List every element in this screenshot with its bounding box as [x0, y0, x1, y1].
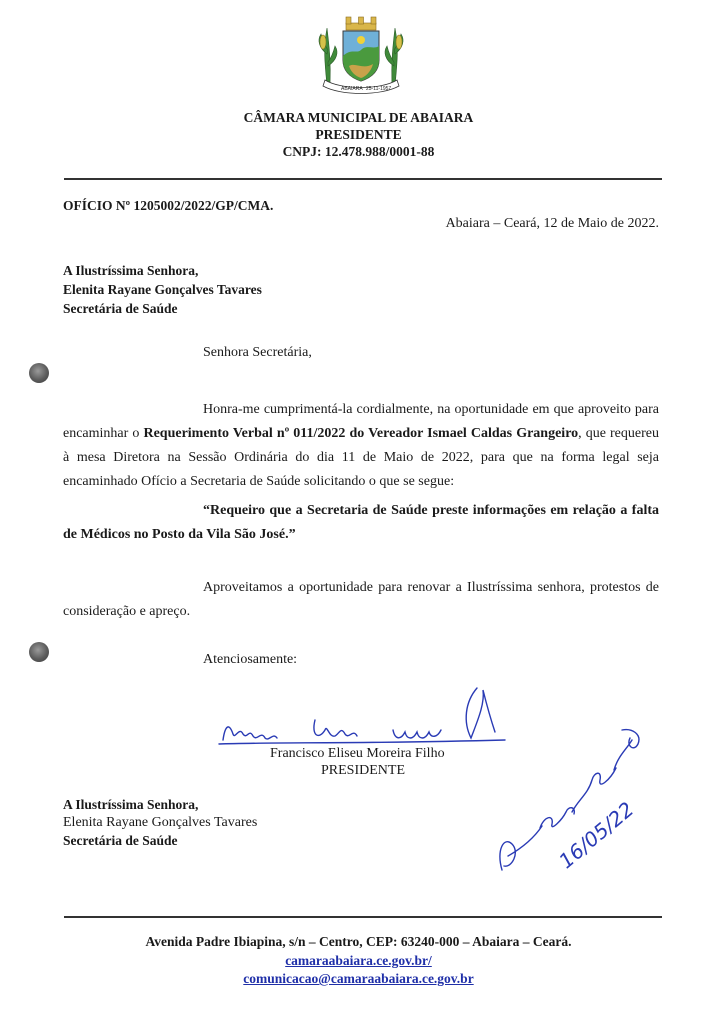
header-divider: [64, 178, 662, 180]
email-link[interactable]: comunicacao@camaraabaiara.ce.gov.br: [243, 971, 474, 986]
punch-hole-top: [29, 363, 49, 383]
body-text-b: , que requereu à mesa Diretora na Sessão Ordinária do dia 11 de Maio de 2022, para que na forma legal seja encaminhado Ofício a Secretaria de Saúde solicitando o que se segue:: [63, 426, 659, 489]
receipt-position: Secretária de Saúde: [63, 833, 178, 848]
letter-number: OFÍCIO Nº 1205002/2022/GP/CMA.: [63, 198, 274, 213]
president-signature: [215, 682, 515, 752]
receipt-name: Elenita Rayane Gonçalves Tavares: [63, 815, 258, 830]
header-cnpj: CNPJ: 12.478.988/0001-88: [282, 144, 435, 159]
svg-text:25-11-1957: 25-11-1957: [366, 86, 392, 92]
footer-divider: [64, 916, 662, 918]
salutation: Senhora Secretária,: [203, 345, 312, 360]
corn-plant-right: [385, 28, 403, 86]
shield: [343, 31, 379, 81]
signer-role: PRESIDENTE: [321, 763, 405, 778]
website-link[interactable]: camaraabaiara.ce.gov.br/: [285, 953, 432, 968]
header-role: PRESIDENTE: [315, 127, 402, 142]
crown: [346, 17, 376, 30]
punch-hole-bottom: [29, 642, 49, 662]
body-text-a: Honra-me cumprimentá-la cordialmente, na oportunidade em que aproveito para encaminhar o: [63, 402, 659, 441]
recipient-name: Elenita Rayane Gonçalves Tavares: [63, 282, 262, 297]
receipt-date: 16/05/22: [554, 797, 639, 874]
footer-website-wrap: [0, 952, 717, 970]
body-paragraph-1: [63, 398, 659, 494]
request-quote: “Requeiro que a Secretaria de Saúde preste informações em relação a falta de Médicos no Posto da Vila São José.”: [63, 503, 659, 542]
closing: Atenciosamente:: [203, 652, 298, 667]
signer-name: Francisco Eliseu Moreira Filho: [270, 746, 445, 761]
body-paragraph-2: Aproveitamos a oportunidade para renovar a Ilustríssima senhora, protestos de consideração e apreço.: [63, 580, 659, 619]
requirement-reference: Requerimento Verbal nº 011/2022 do Vereador Ismael Caldas Grangeiro: [143, 426, 579, 441]
coat-of-arms-logo: [313, 14, 409, 94]
recipient-position: Secretária de Saúde: [63, 301, 178, 316]
recipient-title: A Ilustríssima Senhora,: [63, 263, 199, 278]
place-date: Abaiara – Ceará, 12 de Maio de 2022.: [445, 216, 659, 231]
corn-plant-left: [319, 28, 337, 86]
svg-text:ABAIARA: ABAIARA: [341, 86, 363, 92]
institution-name: CÂMARA MUNICIPAL DE ABAIARA: [243, 110, 474, 125]
footer-email-wrap: [0, 970, 717, 988]
footer-address: Avenida Padre Ibiapina, s/n – Centro, CEP: 63240-000 – Abaiara – Ceará.: [145, 934, 572, 949]
receipt-handwritten-signature: [482, 710, 657, 880]
receipt-title: A Ilustríssima Senhora,: [63, 797, 199, 812]
